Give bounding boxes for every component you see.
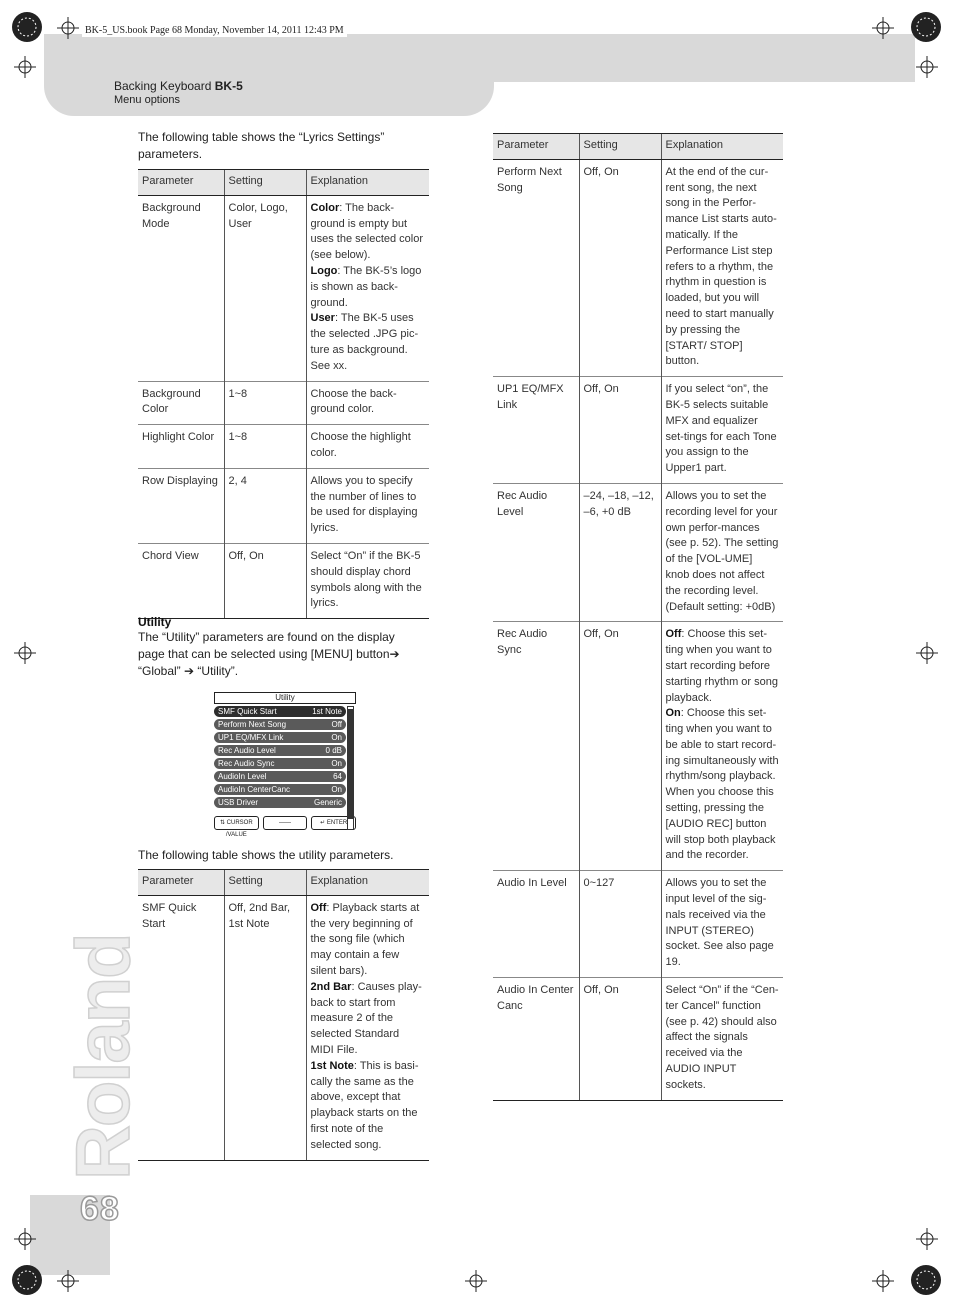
explanation-cell (661, 159, 783, 376)
lcd-menu-item (214, 719, 346, 730)
explanation-paragraph (666, 627, 780, 706)
registration-mark-icon (14, 642, 36, 664)
lcd-menu-item (214, 758, 346, 769)
option-name: Off (310, 901, 327, 914)
explanation-cell (306, 468, 429, 543)
utility-lcd-screen (214, 692, 356, 838)
utility-table-intro: The following table shows the utility parameters. (138, 848, 394, 862)
utility-table-right (493, 133, 783, 1101)
explanation-paragraph (666, 983, 780, 1094)
table-row (138, 381, 429, 425)
explanation-cell (306, 425, 429, 469)
option-description: Allows you to set the recording level for your own perfor-mances (see p. 52). The setting of the [VOL-UME] knob does not affect the recording level. (Default setting: +0dB) (665, 489, 779, 613)
option-name: 2nd Bar (310, 980, 352, 993)
option-name: User (310, 312, 335, 325)
color-target-icon (910, 1264, 942, 1296)
explanation-paragraph (666, 165, 780, 370)
explanation-paragraph (311, 549, 426, 612)
header-model: BK-5 (214, 79, 243, 93)
option-name: Logo (310, 264, 338, 277)
setting-cell: Color, Logo, User (224, 195, 306, 381)
table-row (138, 425, 429, 469)
option-description: If you select “on”, the BK-5 selects suitable MFX and equalizer set-tings for each Tone you assign to the Upper1 part. (665, 383, 777, 475)
explanation-paragraph (666, 706, 780, 864)
explanation-cell (661, 978, 783, 1101)
explanation-cell (661, 377, 783, 484)
utility-heading: Utility (138, 615, 172, 629)
column-header: Parameter (493, 134, 579, 160)
registration-mark-icon (14, 56, 36, 78)
table-row (493, 622, 783, 871)
lcd-item-label: USB Driver (218, 798, 259, 807)
explanation-paragraph (311, 474, 426, 537)
explanation-cell (661, 871, 783, 978)
parameter-cell: Chord View (138, 543, 224, 618)
setting-cell: –24, –18, –12, –6, +0 dB (579, 483, 661, 621)
column-header: Setting (224, 170, 306, 196)
table-row (138, 468, 429, 543)
parameter-cell: UP1 EQ/MFX Link (493, 377, 579, 484)
explanation-paragraph (311, 430, 426, 462)
column-header: Explanation (306, 870, 429, 896)
lcd-item-value: 64 (333, 772, 342, 781)
running-title (114, 79, 243, 93)
explanation-cell (306, 895, 429, 1160)
option-description: : Choose this set-ting when you want to start recording before starting rhythm or song playback. (665, 628, 778, 704)
setting-cell: Off, On (579, 622, 661, 871)
table-row (138, 195, 429, 381)
option-description: Allows you to set the input level of the sig-nals received via the INPUT (STEREO) socket. See also page 19. (665, 877, 774, 969)
parameter-cell: Background Color (138, 381, 224, 425)
lcd-menu-item (214, 771, 346, 782)
parameter-cell: SMF Quick Start (138, 895, 224, 1160)
color-target-icon (910, 11, 942, 43)
explanation-paragraph (666, 489, 780, 615)
explanation-cell (306, 543, 429, 618)
lcd-menu-item (214, 732, 346, 743)
lcd-title: Utility (214, 692, 356, 704)
setting-cell: 1~8 (224, 425, 306, 469)
registration-mark-icon (872, 17, 894, 39)
explanation-cell (306, 381, 429, 425)
lcd-item-value: On (331, 733, 342, 742)
header-title: Backing Keyboard (114, 79, 212, 93)
registration-mark-icon (465, 1270, 487, 1292)
header-tab (44, 70, 494, 116)
column-header: Parameter (138, 170, 224, 196)
option-name: On (665, 707, 681, 720)
registration-mark-icon (872, 1270, 894, 1292)
option-description: Select “On” if the “Cen-ter Cancel” function (see p. 42) should also affect the signals received via the AUDIO INPUT sockets. (665, 984, 779, 1091)
lcd-function-buttons (214, 816, 356, 838)
lcd-scrollbar (347, 706, 354, 830)
setting-cell: 2, 4 (224, 468, 306, 543)
table-row (493, 377, 783, 484)
option-description: : The BK-5’s logo is shown as back-ground. (310, 264, 422, 309)
explanation-paragraph (311, 311, 426, 374)
explanation-paragraph (311, 387, 426, 419)
column-header: Explanation (306, 170, 429, 196)
option-description: Select “On” if the BK-5 should display chord symbols along with the lyrics. (310, 549, 422, 610)
explanation-paragraph (666, 382, 780, 477)
enter-button: ↵ ENTER (311, 816, 356, 830)
option-description: : This is basi-cally the same as the above, except that playback starts on the first note of the selected song. (310, 1059, 419, 1151)
lcd-item-value: 0 dB (325, 746, 342, 755)
color-target-icon (11, 1264, 43, 1296)
option-name: 1st Note (310, 1059, 354, 1072)
lcd-item-label: Rec Audio Sync (218, 759, 275, 768)
lyrics-settings-table (138, 169, 429, 619)
table-row (493, 978, 783, 1101)
lcd-item-label: SMF Quick Start (218, 707, 277, 716)
explanation-paragraph (311, 901, 426, 980)
option-description: At the end of the cur-rent song, the next song in the Perfor-mance List starts auto-matically. If the Performance List step refers to a rhythm, the rhythm in question is loaded, but you will need to start manually by pressing the [START/ STOP] button. (665, 165, 777, 368)
option-description: Choose the back-ground color. (310, 387, 397, 416)
option-description: : Causes play-back to start from measure 2 of the selected Standard MIDI File. (310, 980, 422, 1056)
utility-table-left (138, 869, 429, 1161)
parameter-cell: Highlight Color (138, 425, 224, 469)
lcd-item-label: AudioIn Level (218, 772, 267, 781)
setting-cell: 0~127 (579, 871, 661, 978)
option-description: : The BK-5 uses the selected .JPG pic-ture as background. See xx. (310, 312, 419, 372)
lcd-menu-item (214, 706, 346, 717)
parameter-cell: Row Displaying (138, 468, 224, 543)
table-row (138, 543, 429, 618)
setting-cell: Off, 2nd Bar, 1st Note (224, 895, 306, 1160)
lcd-item-label: Perform Next Song (218, 720, 287, 729)
roland-logo: Roland (61, 934, 146, 1180)
explanation-paragraph (311, 980, 426, 1059)
option-description: : Choose this set-ting when you want to be able to start record-ing simultaneously with rhythm/song playback. When you choose this setting, pressing the [AUDIO REC] button will stop both playback and the recorder. (665, 707, 779, 862)
parameter-cell: Audio In Center Canc (493, 978, 579, 1101)
lcd-item-value: Generic (313, 798, 342, 807)
option-name: Color (310, 201, 340, 214)
explanation-paragraph (311, 264, 426, 311)
book-info: BK-5_US.book Page 68 Monday, November 14, 2011 12:43 PM (82, 24, 347, 37)
utility-intro: The “Utility” parameters are found on the display page that can be selected using [MENU] button➔ “Global” ➔ “Utility”. (138, 630, 400, 678)
option-description: : Playback starts at the very beginning of the song file (which may contain a few silent bars). (310, 901, 420, 977)
parameter-cell: Perform Next Song (493, 159, 579, 376)
registration-mark-icon (916, 56, 938, 78)
explanation-paragraph (666, 876, 780, 971)
lcd-item-value: 1st Note (312, 707, 342, 716)
setting-cell: Off, On (579, 377, 661, 484)
explanation-paragraph (311, 1059, 426, 1154)
explanation-paragraph (311, 201, 426, 264)
registration-mark-icon (916, 642, 938, 664)
lcd-menu-item (214, 797, 346, 808)
explanation-cell (661, 483, 783, 621)
lcd-item-label: AudioIn CenterCanc (218, 785, 291, 794)
table-row (138, 895, 429, 1160)
registration-mark-icon (57, 1270, 79, 1292)
lcd-item-label: UP1 EQ/MFX Link (218, 733, 284, 742)
blank-button: —— (263, 816, 308, 830)
lcd-item-value: On (331, 759, 342, 768)
lcd-item-value: On (331, 785, 342, 794)
cursor-value-button: ⇅ CURSOR /VALUE (214, 816, 259, 830)
explanation-cell (661, 622, 783, 871)
option-description: Choose the highlight color. (310, 431, 411, 459)
option-description: : The back-ground is empty but uses the selected color (see below). (310, 201, 424, 262)
registration-mark-icon (14, 1228, 36, 1250)
lcd-item-value: Off (331, 720, 342, 729)
explanation-cell (306, 195, 429, 381)
page-number: 68 (80, 1190, 120, 1228)
setting-cell: Off, On (579, 978, 661, 1101)
parameter-cell: Rec Audio Sync (493, 622, 579, 871)
option-description: Allows you to specify the number of lines to be used for displaying lyrics. (310, 474, 418, 535)
table-row (493, 483, 783, 621)
parameter-cell: Audio In Level (493, 871, 579, 978)
setting-cell: Off, On (579, 159, 661, 376)
registration-mark-icon (57, 17, 79, 39)
table-row (493, 871, 783, 978)
parameter-cell: Background Mode (138, 195, 224, 381)
table-row (493, 159, 783, 376)
column-header: Explanation (661, 134, 783, 160)
lyrics-intro: The following table shows the “Lyrics Settings” parameters. (138, 130, 385, 161)
column-header: Setting (224, 870, 306, 896)
column-header: Parameter (138, 870, 224, 896)
lcd-menu (214, 706, 356, 808)
column-header: Setting (579, 134, 661, 160)
section-title: Menu options (114, 94, 181, 106)
setting-cell: Off, On (224, 543, 306, 618)
lcd-menu-item (214, 745, 346, 756)
lcd-item-label: Rec Audio Level (218, 746, 276, 755)
color-target-icon (11, 11, 43, 43)
parameter-cell: Rec Audio Level (493, 483, 579, 621)
setting-cell: 1~8 (224, 381, 306, 425)
registration-mark-icon (916, 1228, 938, 1250)
lcd-menu-item (214, 784, 346, 795)
option-name: Off (665, 628, 682, 641)
